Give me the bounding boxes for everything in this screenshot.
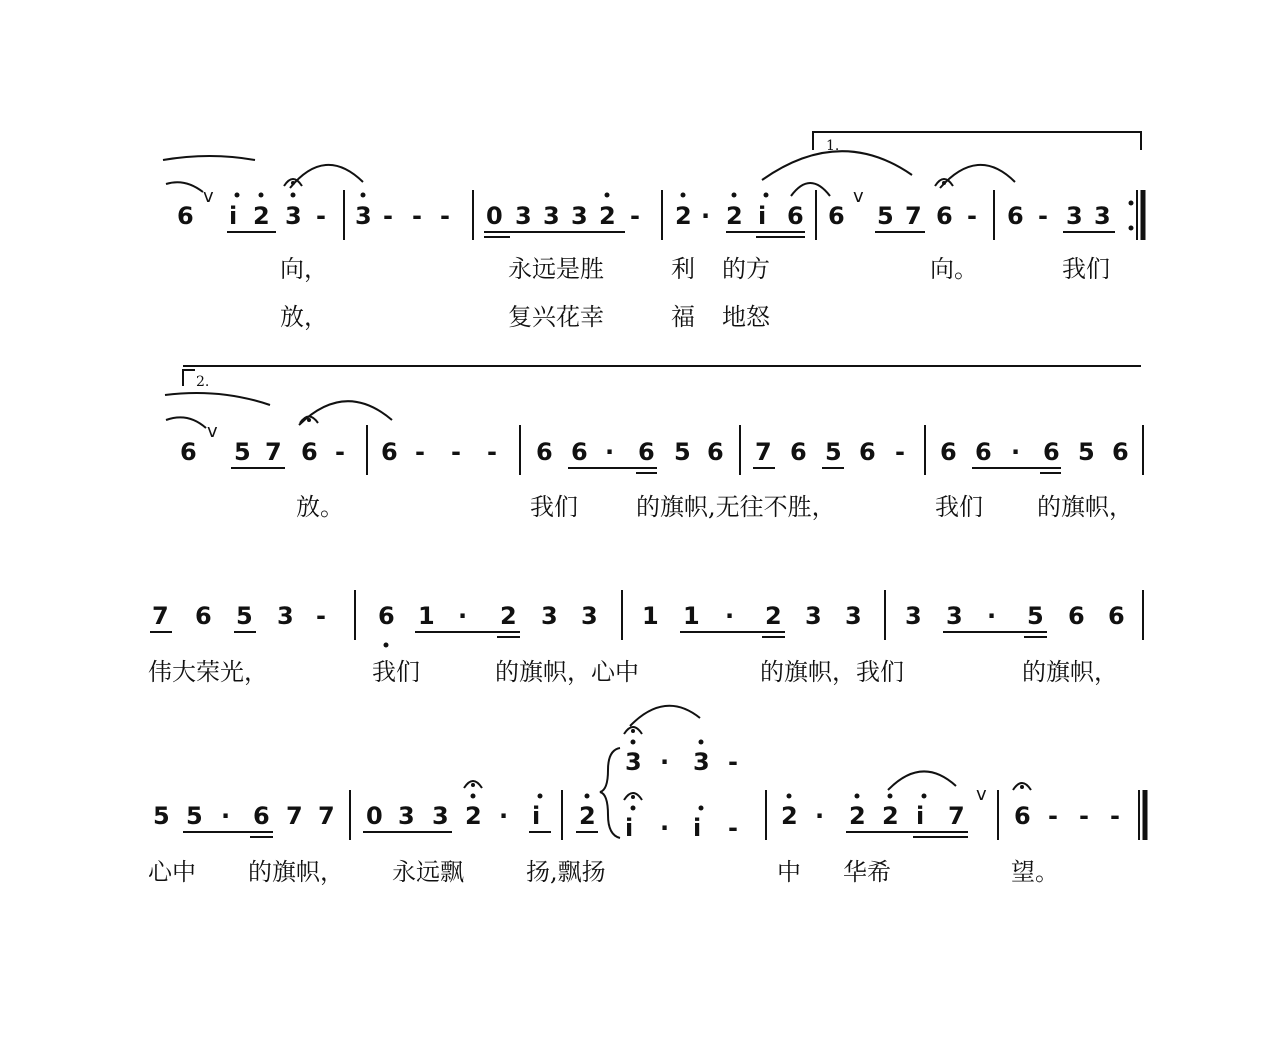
lyric: 放。 [296, 493, 344, 521]
octave-dot [291, 193, 296, 198]
note: 3 [515, 202, 532, 230]
fermata-dot [631, 729, 635, 733]
note: 3 [398, 802, 415, 830]
note: 6 [940, 438, 957, 466]
note: i [229, 202, 238, 230]
lyric: 永远飘 [392, 858, 464, 886]
lyric: 望。 [1011, 858, 1059, 886]
ending-bracket-1 [813, 132, 1141, 150]
lyric: 的旗帜， [1022, 658, 1118, 686]
note: 5 [1078, 438, 1095, 466]
note: - [335, 438, 345, 466]
note: 3 [805, 602, 822, 630]
note: 2 [726, 202, 743, 230]
note: 1 [418, 602, 435, 630]
note: 2 [882, 802, 899, 830]
chord-brace [600, 748, 620, 838]
slur [762, 151, 912, 180]
note: 2 [253, 202, 270, 230]
note: i [693, 814, 702, 842]
note: - [728, 814, 738, 842]
note: · [458, 602, 468, 630]
note: - [895, 438, 905, 466]
note: - [412, 202, 422, 230]
note: 2 [849, 802, 866, 830]
system-3 [148, 590, 1143, 686]
lyric: 华希 [843, 858, 891, 886]
note: · [660, 814, 670, 842]
note: - [967, 202, 977, 230]
note: 6 [1014, 802, 1031, 830]
octave-dot [631, 806, 636, 811]
fermata-dot [1020, 785, 1024, 789]
note: · [815, 802, 825, 830]
note: 6 [253, 802, 270, 830]
lyric: 的旗帜， [1037, 493, 1133, 521]
note: i [532, 802, 541, 830]
note: 2 [781, 802, 798, 830]
note: · [499, 802, 509, 830]
note: 5 [186, 802, 203, 830]
note: 6 [1043, 438, 1060, 466]
octave-dot [361, 193, 366, 198]
note: i [916, 802, 925, 830]
note: 6 [787, 202, 804, 230]
note: 7 [948, 802, 965, 830]
tie [166, 182, 203, 192]
note: 6 [180, 438, 197, 466]
lyric: 地怒 [722, 303, 770, 331]
lyric: 福 [671, 303, 695, 331]
note: 6 [381, 438, 398, 466]
note: 5 [234, 438, 251, 466]
system-4 [148, 706, 1145, 886]
note: 6 [936, 202, 953, 230]
fermata-dot [942, 181, 946, 185]
lyric: 的旗帜,无往不胜， [636, 493, 836, 521]
note: 3 [355, 202, 372, 230]
note: 6 [859, 438, 876, 466]
note: 3 [905, 602, 922, 630]
note: 6 [1108, 602, 1125, 630]
repeat-dot [1129, 201, 1134, 206]
note: 6 [301, 438, 318, 466]
note: - [383, 202, 393, 230]
fermata-dot [471, 783, 475, 787]
note: - [630, 202, 640, 230]
lyric: 我们 [530, 493, 578, 521]
fermata-dot [291, 181, 295, 185]
note: - [1110, 802, 1120, 830]
note: 7 [265, 438, 282, 466]
note: · [660, 748, 670, 776]
slur [888, 771, 956, 790]
slur [630, 706, 700, 726]
note: 3 [432, 802, 449, 830]
note: 7 [286, 802, 303, 830]
lyric: 中 [777, 858, 801, 886]
octave-dot [538, 794, 543, 799]
note: 3 [543, 202, 560, 230]
octave-dot [681, 193, 686, 198]
note: 6 [195, 602, 212, 630]
octave-dot [855, 794, 860, 799]
note: 2 [765, 602, 782, 630]
lyric: 我们 [1062, 255, 1110, 283]
note: · [605, 438, 615, 466]
breath-mark: v [203, 186, 214, 207]
note: - [415, 438, 425, 466]
note: 5 [153, 802, 170, 830]
tie [166, 417, 206, 428]
note: - [1048, 802, 1058, 830]
octave-dot [235, 193, 240, 198]
breath-mark: v [976, 784, 987, 805]
note: 6 [638, 438, 655, 466]
note: i [758, 202, 767, 230]
lyric: 扬,飘扬 [526, 858, 606, 886]
note: 0 [486, 202, 503, 230]
note: 3 [625, 748, 642, 776]
lyric: 我们 [372, 658, 420, 686]
octave-dot [605, 193, 610, 198]
note: 5 [674, 438, 691, 466]
octave-dot [699, 806, 704, 811]
fermata-dot [307, 418, 311, 422]
note: 6 [571, 438, 588, 466]
octave-dot [732, 193, 737, 198]
note: · [221, 802, 231, 830]
note: 2 [599, 202, 616, 230]
octave-dot [384, 643, 389, 648]
breath-mark: v [207, 421, 218, 442]
note: 3 [1066, 202, 1083, 230]
breath-mark: v [853, 186, 864, 207]
note: 6 [707, 438, 724, 466]
note: 5 [825, 438, 842, 466]
note: 5 [1027, 602, 1044, 630]
note: 3 [845, 602, 862, 630]
lyric: 的旗帜，心中 [495, 658, 639, 686]
tie [163, 156, 255, 160]
note: · [1011, 438, 1021, 466]
note: 6 [828, 202, 845, 230]
note: 5 [877, 202, 894, 230]
tie [165, 393, 270, 405]
octave-dot [764, 193, 769, 198]
note: 3 [946, 602, 963, 630]
note: - [440, 202, 450, 230]
note: 2 [675, 202, 692, 230]
octave-dot [699, 740, 704, 745]
note: 6 [790, 438, 807, 466]
ending-bracket [183, 370, 195, 386]
note: · [725, 602, 735, 630]
lyric: 利 [671, 255, 695, 283]
ending-label-1: 1. [826, 138, 840, 154]
note: - [316, 602, 326, 630]
system-1 [163, 132, 1143, 331]
note: 0 [366, 802, 383, 830]
octave-dot [631, 740, 636, 745]
lyric: 复兴花幸 [508, 303, 604, 331]
lyric: 我们 [935, 493, 983, 521]
octave-dot [259, 193, 264, 198]
note: 2 [465, 802, 482, 830]
note: 3 [541, 602, 558, 630]
note: 7 [905, 202, 922, 230]
note: 1 [683, 602, 700, 630]
note: 6 [975, 438, 992, 466]
note: - [1038, 202, 1048, 230]
note: 5 [236, 602, 253, 630]
lyric: 放， [280, 303, 328, 331]
note: 6 [378, 602, 395, 630]
note: 7 [755, 438, 772, 466]
lyric: 心中 [148, 858, 196, 886]
octave-dot [585, 794, 590, 799]
note: 7 [318, 802, 335, 830]
tie [791, 183, 830, 196]
system-2 [165, 366, 1143, 521]
note: 6 [1068, 602, 1085, 630]
lyric: 伟大荣光， [148, 658, 268, 686]
note: 3 [571, 202, 588, 230]
lyric: 的旗帜， [248, 858, 344, 886]
note: 3 [1094, 202, 1111, 230]
note: 6 [1112, 438, 1129, 466]
note: i [625, 814, 634, 842]
note: - [728, 748, 738, 776]
note: 3 [693, 748, 710, 776]
lyric: 的方 [722, 255, 770, 283]
lyric: 向， [280, 255, 328, 283]
note: 3 [285, 202, 302, 230]
note: 7 [152, 602, 169, 630]
note: - [1079, 802, 1089, 830]
note: · [701, 202, 711, 230]
note: 2 [500, 602, 517, 630]
note: · [987, 602, 997, 630]
note: 3 [581, 602, 598, 630]
note: - [451, 438, 461, 466]
octave-dot [888, 794, 893, 799]
lyric: 永远是胜 [508, 255, 604, 283]
octave-dot [471, 794, 476, 799]
octave-dot [922, 794, 927, 799]
slur [299, 401, 392, 425]
fermata-dot [631, 795, 635, 799]
octave-dot [787, 794, 792, 799]
lyric: 的旗帜，我们 [760, 658, 904, 686]
repeat-dot [1129, 226, 1134, 231]
note: 3 [277, 602, 294, 630]
lyric: 向。 [930, 255, 978, 283]
note: 6 [536, 438, 553, 466]
note: - [487, 438, 497, 466]
note: 6 [1007, 202, 1024, 230]
note: 1 [642, 602, 659, 630]
ending-label-2: 2. [196, 374, 210, 390]
note: 6 [177, 202, 194, 230]
note: 2 [579, 802, 596, 830]
note: - [316, 202, 326, 230]
